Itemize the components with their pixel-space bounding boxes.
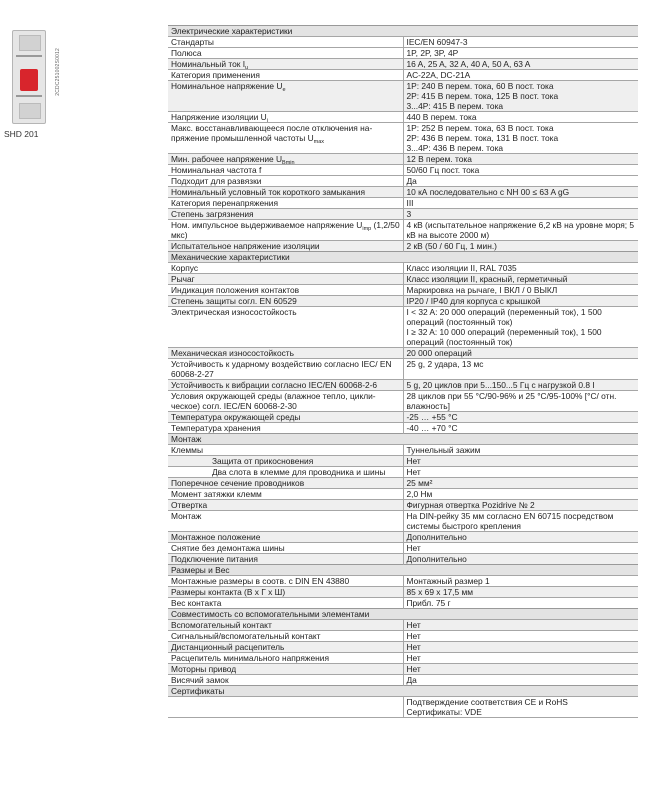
spec-key: Дистанционный расцепитель [168, 642, 403, 653]
spec-key: Номинальный ток $I_u$ [168, 59, 403, 70]
spec-row [168, 176, 638, 187]
spec-row [168, 456, 638, 467]
spec-value: Нет [403, 456, 638, 467]
spec-row [168, 478, 638, 489]
spec-value: AC-22A, DC-21A [403, 70, 638, 81]
spec-value: Туннельный зажим [403, 445, 638, 456]
spec-key: Устойчивость к ударному воздействию согласно IEC/ EN 60068-2-27 [168, 359, 403, 380]
spec-key: Механическая износостойкость [168, 348, 403, 359]
spec-key: Поперечное сечение проводников [168, 478, 403, 489]
spec-key: Ном. импульсное выдерживаемое напряжение $U_{imp}$ (1,2/50 мкс) [168, 220, 403, 241]
spec-key: Номинальное напряжение $U_e$ [168, 81, 403, 112]
section-title: Механические характеристики [168, 252, 638, 263]
spec-value: Да [403, 675, 638, 686]
spec-row [168, 209, 638, 220]
spec-row [168, 81, 638, 112]
spec-key: Устойчивость к вибрации согласно IEC/EN 60068-2-6 [168, 380, 403, 391]
spec-value: Нет [403, 467, 638, 478]
spec-row [168, 620, 638, 631]
spec-row [168, 37, 638, 48]
spec-value: 1P, 2P, 3P, 4P [403, 48, 638, 59]
spec-row [168, 359, 638, 380]
spec-key: Два слота в клемме для проводника и шины [168, 467, 403, 478]
spec-key: Расцепитель минимального напряжения [168, 653, 403, 664]
spec-value: 20 000 операций [403, 348, 638, 359]
spec-value: Да [403, 176, 638, 187]
specs-table [168, 25, 638, 718]
spec-value: 10 кА последовательно с NH 00 ≤ 63 A gG [403, 187, 638, 198]
section-title: Совместимость со вспомогательными элементами [168, 609, 638, 620]
spec-value: -25 … +55 °C [403, 412, 638, 423]
spec-row [168, 348, 638, 359]
spec-key: Сигнальный/вспомогательный контакт [168, 631, 403, 642]
spec-row [168, 198, 638, 209]
spec-key: Корпус [168, 263, 403, 274]
spec-key: Монтажное положение [168, 532, 403, 543]
section-header [168, 609, 638, 620]
spec-key: Рычаг [168, 274, 403, 285]
spec-value: Нет [403, 631, 638, 642]
spec-value: На DIN-рейку 35 мм согласно EN 60715 посредством системы быстрого крепления [403, 511, 638, 532]
spec-row [168, 296, 638, 307]
spec-row [168, 412, 638, 423]
spec-value: 4 кВ (испытательное напряжение 6,2 кВ на уровне моря; 5 кВ на высоте 2000 м) [403, 220, 638, 241]
spec-value: IP20 / IP40 для корпуса с крышкой [403, 296, 638, 307]
spec-row [168, 285, 638, 296]
spec-row [168, 274, 638, 285]
spec-row [168, 653, 638, 664]
spec-key: Подходит для развязки [168, 176, 403, 187]
disconnector-image [12, 30, 46, 124]
spec-key: Моторны привод [168, 664, 403, 675]
product-illustration [0, 0, 168, 150]
spec-value: 1P: 240 В перем. тока, 60 В пост. тока 2P: 415 В перем. тока, 125 В пост. тока 3...4P: 415 В перем. тока [403, 81, 638, 112]
spec-row [168, 511, 638, 532]
spec-value: Дополнительно [403, 532, 638, 543]
spec-value: Нет [403, 653, 638, 664]
section-header [168, 252, 638, 263]
section-title: Сертификаты [168, 686, 638, 697]
spec-row [168, 543, 638, 554]
spec-key: Номинальный условный ток короткого замыкания [168, 187, 403, 198]
spec-value: 25 g, 2 удара, 13 мс [403, 359, 638, 380]
spec-row [168, 165, 638, 176]
spec-value: Нет [403, 543, 638, 554]
spec-key: Полюса [168, 48, 403, 59]
spec-value: 85 x 69 x 17,5 мм [403, 587, 638, 598]
spec-row [168, 123, 638, 154]
spec-value: Нет [403, 642, 638, 653]
spec-value: 5 g, 20 циклов при 5...150...5 Гц с нагрузкой 0.8 I [403, 380, 638, 391]
spec-row [168, 587, 638, 598]
spec-value: 3 [403, 209, 638, 220]
spec-key: Защита от прикосновения [168, 456, 403, 467]
product-name: SHD 201 [4, 129, 39, 139]
spec-key: Монтаж [168, 511, 403, 532]
spec-row [168, 445, 638, 456]
spec-row [168, 631, 638, 642]
spec-value: Фигурная отвертка Pozidrive № 2 [403, 500, 638, 511]
spec-row [168, 642, 638, 653]
spec-row [168, 423, 638, 434]
spec-value: 12 В перем. тока [403, 154, 638, 165]
spec-value: Прибл. 75 г [403, 598, 638, 609]
spec-value: 2,0 Нм [403, 489, 638, 500]
spec-key: Отвертка [168, 500, 403, 511]
spec-row [168, 263, 638, 274]
spec-key: Висячий замок [168, 675, 403, 686]
spec-key: Макс. восстанавливающееся после отключения на-пряжение промышленной частоты $U_{max}$ [168, 123, 403, 154]
spec-value: Маркировка на рычаге, I ВКЛ / 0 ВЫКЛ [403, 285, 638, 296]
spec-key: Монтажные размеры в соотв. с DIN EN 43880 [168, 576, 403, 587]
spec-row [168, 154, 638, 165]
spec-row [168, 664, 638, 675]
section-title: Монтаж [168, 434, 638, 445]
spec-value: III [403, 198, 638, 209]
spec-row [168, 554, 638, 565]
spec-row [168, 380, 638, 391]
spec-key: Подключение питания [168, 554, 403, 565]
spec-row [168, 48, 638, 59]
spec-row [168, 241, 638, 252]
spec-key: Испытательное напряжение изоляции [168, 241, 403, 252]
spec-value: I < 32 A: 20 000 операций (переменный ток), 1 500 операций (постоянный ток) I ≥ 32 A: 10 000 операций (переменный ток), 1 500 операций (постоянный ток) [403, 307, 638, 348]
spec-row [168, 220, 638, 241]
spec-row [168, 598, 638, 609]
spec-key: Вспомогательный контакт [168, 620, 403, 631]
spec-key: Клеммы [168, 445, 403, 456]
spec-key: Момент затяжки клемм [168, 489, 403, 500]
spec-row [168, 307, 638, 348]
spec-value: IEC/EN 60947-3 [403, 37, 638, 48]
spec-row [168, 489, 638, 500]
spec-row [168, 467, 638, 478]
spec-key [168, 697, 403, 718]
spec-row [168, 70, 638, 81]
spec-value: Класс изоляции II, красный, герметичный [403, 274, 638, 285]
spec-key: Температура хранения [168, 423, 403, 434]
section-header [168, 565, 638, 576]
spec-key: Стандарты [168, 37, 403, 48]
spec-value: 28 циклов при 55 °C/90-96% и 25 °C/95-100% [°C/ отн. влажность] [403, 391, 638, 412]
spec-key: Размеры контакта (В x Г x Ш) [168, 587, 403, 598]
spec-key: Категория перенапряжения [168, 198, 403, 209]
spec-value: 16 A, 25 A, 32 A, 40 A, 50 A, 63 A [403, 59, 638, 70]
spec-value: -40 … +70 °C [403, 423, 638, 434]
spec-key: Напряжение изоляции $U_i$ [168, 112, 403, 123]
spec-value: Нет [403, 620, 638, 631]
spec-value: 440 В перем. тока [403, 112, 638, 123]
spec-key: Степень защиты согл. EN 60529 [168, 296, 403, 307]
section-header [168, 434, 638, 445]
spec-row [168, 500, 638, 511]
spec-key: Снятие без демонтажа шины [168, 543, 403, 554]
spec-value: Нет [403, 664, 638, 675]
spec-row [168, 187, 638, 198]
product-code: 2CDC251002S0012 [55, 48, 61, 96]
spec-row [168, 697, 638, 718]
section-title: Размеры и Вес [168, 565, 638, 576]
spec-row [168, 576, 638, 587]
spec-key: Вес контакта [168, 598, 403, 609]
section-header [168, 26, 638, 37]
spec-value: Подтверждение соответствия CE и RoHS Сертификаты: VDE [403, 697, 638, 718]
spec-value: Монтажный размер 1 [403, 576, 638, 587]
spec-key: Индикация положения контактов [168, 285, 403, 296]
spec-value: Класс изоляции II, RAL 7035 [403, 263, 638, 274]
spec-row [168, 112, 638, 123]
spec-value: 25 мм² [403, 478, 638, 489]
spec-key: Температура окружающей среды [168, 412, 403, 423]
spec-row [168, 675, 638, 686]
spec-value: 2 кВ (50 / 60 Гц, 1 мин.) [403, 241, 638, 252]
lever-red [20, 69, 38, 91]
spec-row [168, 391, 638, 412]
spec-value: 50/60 Гц пост. тока [403, 165, 638, 176]
section-header [168, 686, 638, 697]
spec-key: Электрическая износостойкость [168, 307, 403, 348]
spec-key: Условия окружающей среды (влажное тепло, цикли-ческое) согл. IEC/EN 60068-2-30 [168, 391, 403, 412]
spec-row [168, 59, 638, 70]
spec-value: Дополнительно [403, 554, 638, 565]
spec-key: Мин. рабочее напряжение $U_{Bmin}$ [168, 154, 403, 165]
spec-key: Степень загрязнения [168, 209, 403, 220]
spec-key: Номинальная частота f [168, 165, 403, 176]
spec-key: Категория применения [168, 70, 403, 81]
spec-row [168, 532, 638, 543]
spec-value: 1P: 252 В перем. тока, 63 В пост. тока 2P: 436 В перем. тока, 131 В пост. тока 3...4P: 436 В перем. тока [403, 123, 638, 154]
section-title: Электрические характеристики [168, 26, 638, 37]
